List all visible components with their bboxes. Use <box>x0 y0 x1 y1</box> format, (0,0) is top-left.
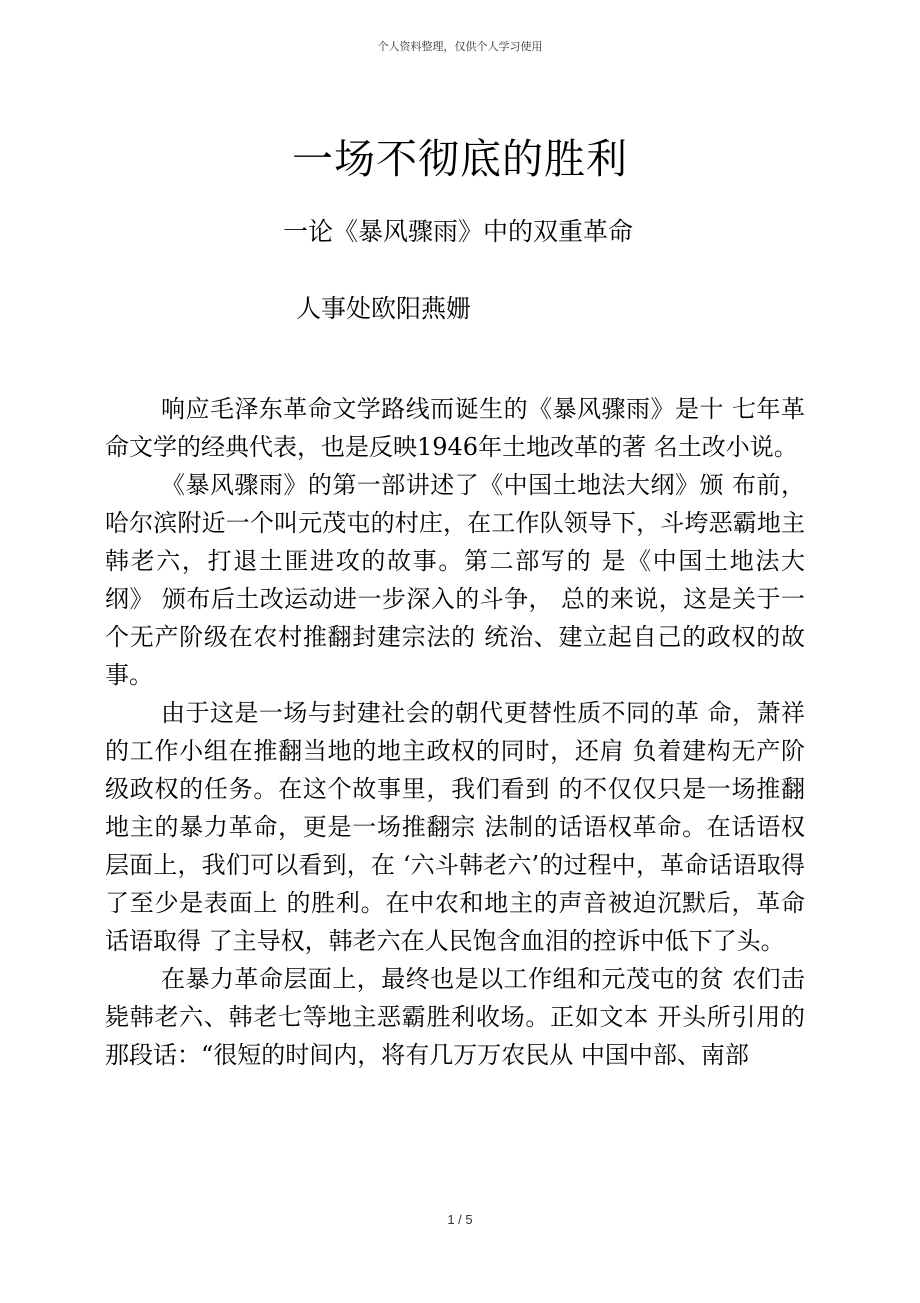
page-title: 一场不彻底的胜利 <box>292 135 628 183</box>
header-note: 个人资料整理，仅供个人学习使用 <box>377 40 543 53</box>
paragraph-3: 由于这是一场与封建社会的朝代更替性质不同的革 命，萧祥的工作小组在推翻当地的地主政权的同时，还肩 负着建构无产阶级政权的任务。在这个故事里，我们看到 的不仅仅只是一场推翻地主的暴力革命，更是一场推翻宗 法制的话语权革命。在话语权层面上，我们可以看到，在 ‘六斗韩老六’的过程中，革命话语取得了至少是表面上 的胜利。在中农和地主的声音被迫沉默后，革命话语取得 了主导权，韩老六在人民饱含血泪的控诉中低下了头。 <box>105 699 805 955</box>
paragraph-1: 响应毛泽东革命文学路线而诞生的《暴风骤雨》是十 七年革命文学的经典代表，也是反映1946年土地改革的著 名土改小说。 <box>105 395 805 461</box>
paragraph-4: 在暴力革命层面上，最终也是以工作组和元茂屯的贫 农们击毙韩老六、韩老七等地主恶霸胜利收场。正如文本 开头所引用的那段话：“很短的时间内，将有几万万农民从 中国中部、南部 <box>105 965 805 1069</box>
author-line: 人事处欧阳燕姗 <box>296 294 472 323</box>
page-number: 1 / 5 <box>447 1212 473 1227</box>
paragraph-2: 《暴风骤雨》的第一部讲述了《中国土地法大纲》颁 布前，哈尔滨附近一个叫元茂屯的村庄，在工作队领导下，斗垮恶霸地主韩老六，打退土匪进攻的故事。第二部写的 是《中国土地法大纲》 颁布后土改运动进一步深入的斗争， 总的来说，这是关于一个无产阶级在农村推翻封建宗法的 统治、建立起自己的政权的故事。 <box>105 471 805 689</box>
page-subtitle: 一论《暴风骤雨》中的双重革命 <box>283 217 634 246</box>
body-text <box>105 390 805 1074</box>
